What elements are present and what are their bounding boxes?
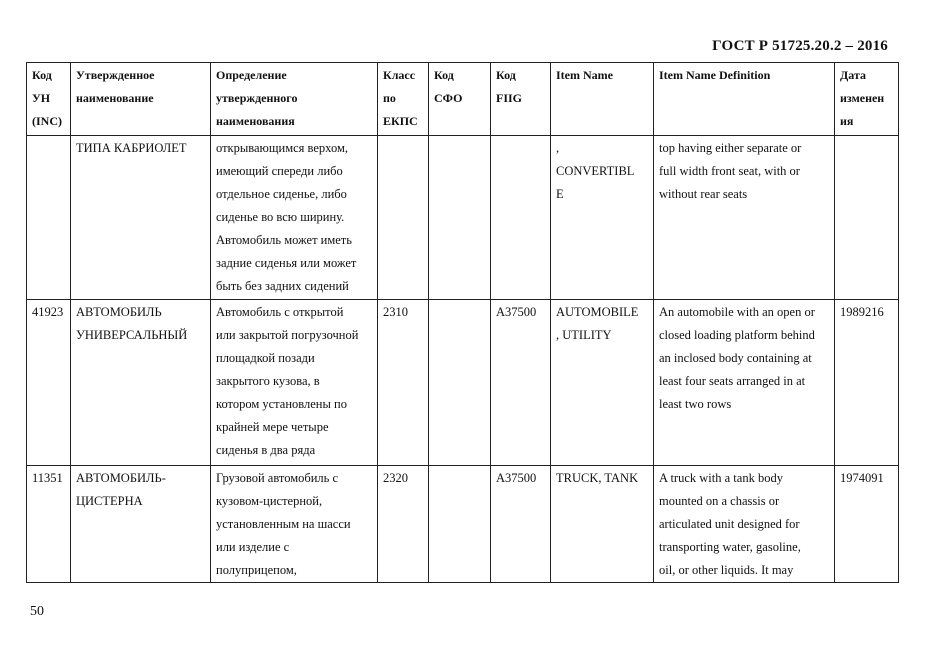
cell-definition: Автомобиль с открытой или закрытой погрузочной площадкой позади закрытого кузова, в котором установлены по крайней мере четыре сиденья в два ряда (211, 300, 378, 466)
page-number: 50 (30, 604, 44, 619)
table-row (27, 136, 899, 300)
cell-sfo (429, 136, 491, 300)
cell-change-date: 1974091 (835, 466, 899, 583)
cell-item-name: AUTOMOBILE , UTILITY (551, 300, 654, 466)
column-header-class: Класс по ЕКПС (378, 63, 429, 136)
cell-class: 2320 (378, 466, 429, 583)
cell-sfo (429, 466, 491, 583)
cell-code: 41923 (27, 300, 71, 466)
cell-item-name: TRUCK, TANK (551, 466, 654, 583)
column-header-change-date: Дата изменен ия (835, 63, 899, 136)
cell-code (27, 136, 71, 300)
cell-approved-name: АВТОМОБИЛЬ УНИВЕРСАЛЬНЫЙ (71, 300, 211, 466)
column-header-code: Код УН (INC) (27, 63, 71, 136)
cell-fiig (491, 136, 551, 300)
cell-class (378, 136, 429, 300)
cell-code: 11351 (27, 466, 71, 583)
cell-fiig: A37500 (491, 300, 551, 466)
cell-sfo (429, 300, 491, 466)
table-header-row (27, 63, 899, 136)
cell-definition: открывающимся верхом, имеющий спереди либо отдельное сиденье, либо сиденье во всю ширину. Автомобиль может иметь задние сиденья или может быть без задних сидений (211, 136, 378, 300)
cell-change-date (835, 136, 899, 300)
table-row (27, 300, 899, 466)
column-header-sfo: Код СФО (429, 63, 491, 136)
cell-fiig: A37500 (491, 466, 551, 583)
column-header-fiig: Код FIIG (491, 63, 551, 136)
cell-approved-name: ТИПА КАБРИОЛЕТ (71, 136, 211, 300)
cell-class: 2310 (378, 300, 429, 466)
table-row (27, 466, 899, 583)
document-standard-header: ГОСТ Р 51725.20.2 – 2016 (712, 38, 888, 54)
cell-definition: Грузовой автомобиль с кузовом-цистерной, установленным на шасси или изделие с полуприцепом, (211, 466, 378, 583)
cell-item-name: , CONVERTIBL E (551, 136, 654, 300)
cell-approved-name: АВТОМОБИЛЬ- ЦИСТЕРНА (71, 466, 211, 583)
column-header-item-definition: Item Name Definition (654, 63, 835, 136)
nomenclature-table (26, 62, 899, 583)
column-header-definition: Определение утвержденного наименования (211, 63, 378, 136)
cell-item-definition: A truck with a tank body mounted on a chassis or articulated unit designed for transporting water, gasoline, oil, or other liquids. It may (654, 466, 835, 583)
cell-change-date: 1989216 (835, 300, 899, 466)
column-header-approved-name: Утвержденное наименование (71, 63, 211, 136)
cell-item-definition: top having either separate or full width front seat, with or without rear seats (654, 136, 835, 300)
column-header-item-name: Item Name (551, 63, 654, 136)
cell-item-definition: An automobile with an open or closed loading platform behind an inclosed body containing at least four seats arranged in at least two rows (654, 300, 835, 466)
